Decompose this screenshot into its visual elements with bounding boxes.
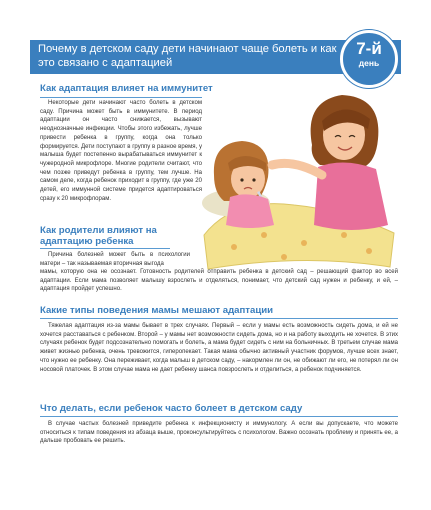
heading-underline bbox=[40, 248, 170, 249]
section-text-what-to-do: В случае частых болезней приведите ребенка к инфекционисту и иммунологу. А если вы допускаете, что можете относиться к типам поведения из абзаца выше, проконсультируйтесь с психологом. Важно осознать проблему и принять ее, а дальше пробовать ее решить. bbox=[40, 421, 398, 445]
day-number: 7-й bbox=[356, 39, 382, 58]
heading-underline bbox=[40, 97, 202, 98]
section-heading-what-to-do: Что делать, если ребенок часто болеет в детском саду bbox=[40, 403, 303, 414]
section-heading-parents: Как родители влияют на адаптацию ребенка bbox=[40, 225, 157, 247]
section-heading-behavior: Какие типы поведения мамы мешают адаптации bbox=[40, 305, 274, 316]
day-badge bbox=[340, 30, 398, 88]
heading-underline bbox=[40, 416, 398, 417]
section-text-parents-start: Причина болезней может быть в психологии матери – так называемая вторичная выгода bbox=[40, 252, 190, 267]
section-text-parents: мамы, которую она не осознает. Готовность родителей отправить ребенка в детский сад – решающий фактор во всей адаптации. Если мама позволяет малышу взрослеть и отделяться, понимает, что детский сад нужен и ребенку, и ей, – адаптация пройдет успешно. bbox=[40, 269, 398, 293]
day-word: день bbox=[358, 58, 380, 68]
section-text-behavior: Тяжелая адаптация из-за мамы бывает в трех случаях. Первый – если у мамы есть возможность сидеть дома, и ей не хочется расставаться с ребенком. Второй – у мамы нет возможности сидеть дома, но и на работу выходить не хочется. В этих случаях ребенок будет подсознательно помогать и болеть, а мама будет сидеть с ним на больничных. В третьем случае мама живет жизнью ребенка, очень тревожится, гиперопекает. Такая мама обычно активный участник форумов, лучше всех знает, что нужно ее ребенку. Она переживает, когда малыш в детском саду, – накормлен ли он, не обижают ли его, не потерял ли он носовой платочек. В этом случае мама не дает ребенку шанса повзрослеть и отделиться, а ребенок подчиняется. bbox=[40, 323, 398, 373]
heading-underline bbox=[40, 318, 398, 319]
mother-and-child-illustration bbox=[194, 85, 408, 275]
section-text-immunity: Некоторые дети начинают часто болеть в детском саду. Причина может быть в иммунитете. В период адаптации он часто снижается, вызывают неоднозначные инфекции. Чтобы этого избежать, лучше привести ребенка в группу, когда она только формируется. Дети поступают в группу в разное время, у малыша будет постепенно вырабатываться иммунитет к чужеродной микрофлоре. Многие родители считают, что чем позже приведут ребенка в группу, тем лучше. На самом деле, когда ребенок приходит в группу, где уже 20 детей, его иммунной системе придется адаптироваться сразу к 20 микрофлорам. bbox=[40, 100, 202, 202]
page-title: Почему в детском саду дети начинают чаще болеть и как это связано с адаптацией bbox=[38, 43, 337, 69]
section-heading-immunity: Как адаптация влияет на иммунитет bbox=[40, 83, 213, 94]
